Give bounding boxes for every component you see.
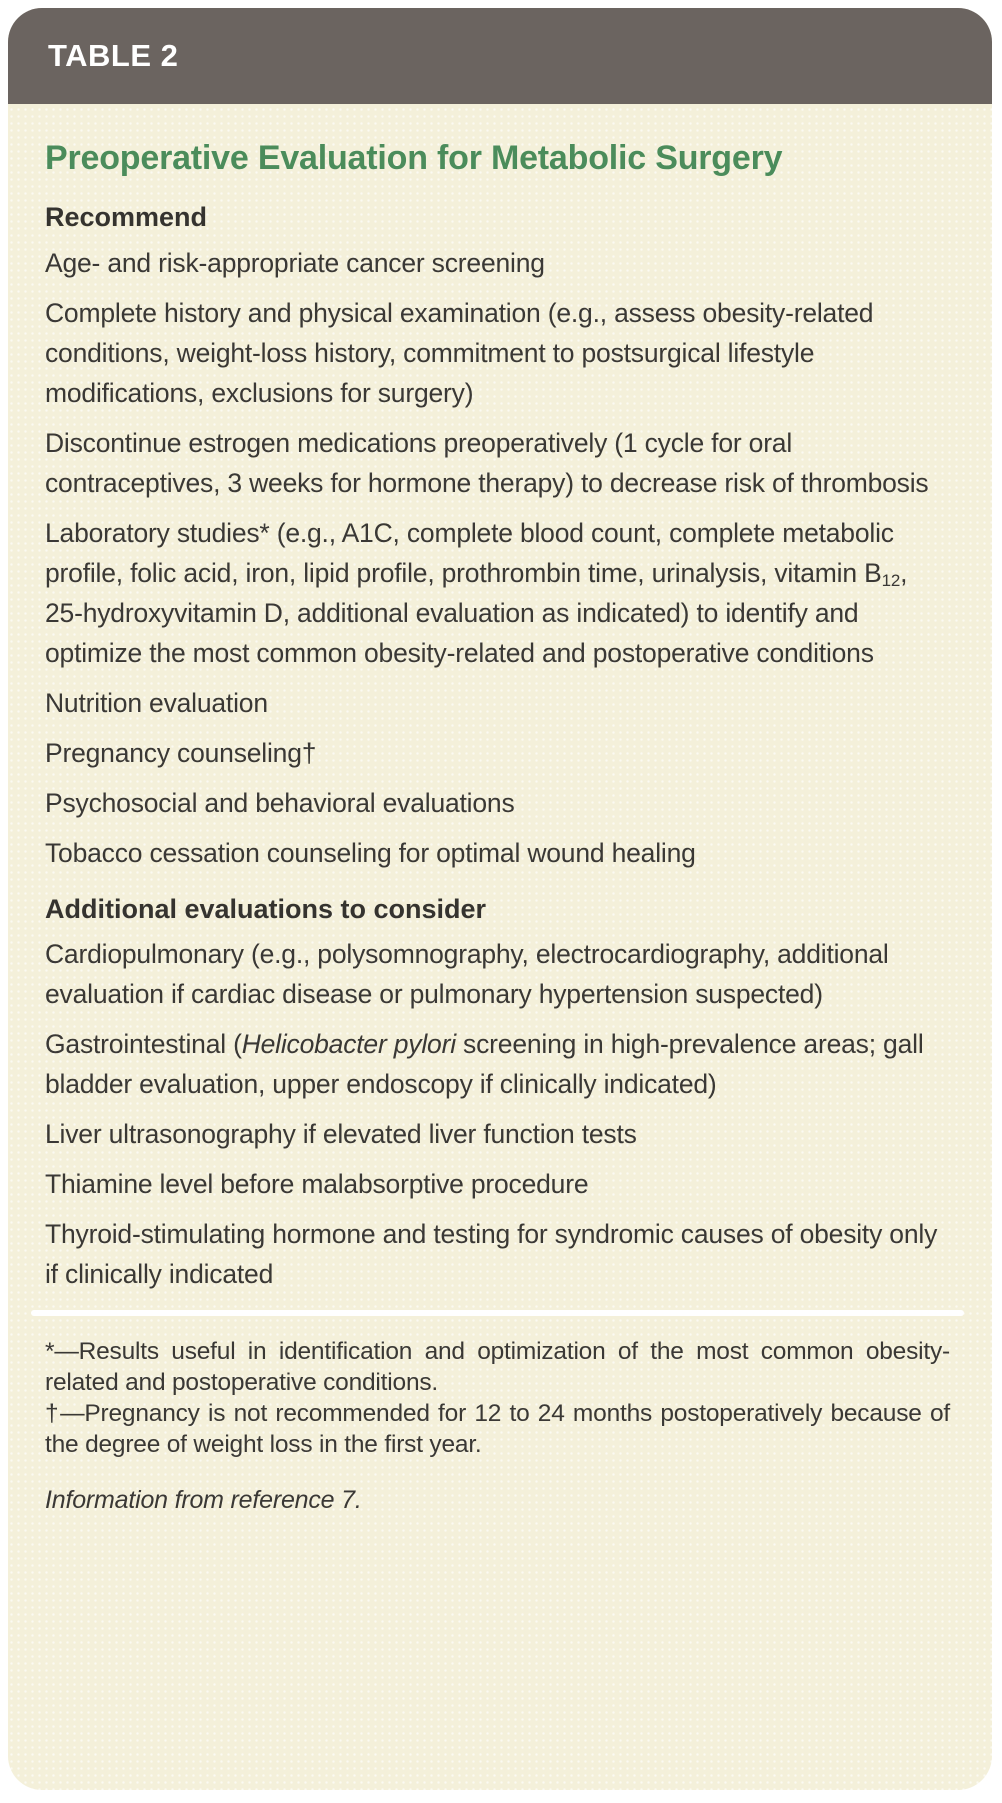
list-item-discontinue-estrogen: Discontinue estrogen medications preoperatively (1 cycle for oral contraceptives, 3 weeks for hormone therapy) to decrease risk of thrombosis bbox=[45, 427, 929, 498]
list-item-nutrition-evaluation: Nutrition evaluation bbox=[45, 687, 268, 718]
list-item-tobacco-cessation: Tobacco cessation counseling for optimal wound healing bbox=[45, 837, 696, 868]
gi-text-before-italic: Gastrointestinal ( bbox=[45, 1029, 242, 1060]
footnote-asterisk: *—Results useful in identification and optimization of the most common obesity-related and postoperative conditions. bbox=[45, 1338, 950, 1397]
list-item-pregnancy-counseling: Pregnancy counseling† bbox=[45, 737, 317, 768]
list-item-thyroid-stimulating-hormone: Thyroid-stimulating hormone and testing for syndromic causes of obesity only if clinically indicated bbox=[45, 1219, 938, 1290]
list-item-cardiopulmonary: Cardiopulmonary (e.g., polysomnography, electrocardiography, additional evaluation if cardiac disease or pulmonary hypertension suspected) bbox=[45, 939, 889, 1010]
list-item-liver-ultrasonography: Liver ultrasonography if elevated liver function tests bbox=[45, 1119, 637, 1150]
section-recommend bbox=[45, 201, 950, 873]
footnote-divider bbox=[31, 1310, 964, 1316]
vitamin-b12-subscript: 12 bbox=[881, 570, 901, 590]
lab-text-after-subscript: , 25-hydroxyvitamin D, additional evaluation as indicated) to identify and optimize the most common obesity-related and postoperative conditions bbox=[45, 557, 908, 668]
table-number-label: TABLE 2 bbox=[48, 38, 179, 73]
section-additional-evaluations bbox=[45, 893, 950, 1295]
list-item-thiamine-level: Thiamine level before malabsorptive procedure bbox=[45, 1169, 589, 1200]
lab-text-before-subscript: Laboratory studies* (e.g., A1C, complete blood count, complete metabolic profile, folic acid, iron, lipid profile, prothrombin time, urinalysis, vitamin B bbox=[45, 517, 894, 588]
source-note: Information from reference 7. bbox=[45, 1486, 362, 1515]
footnotes bbox=[45, 1336, 950, 1460]
list-item-psychosocial-evaluations: Psychosocial and behavioral evaluations bbox=[45, 787, 515, 818]
list-item-history-physical: Complete history and physical examination (e.g., assess obesity-related conditions, weight-loss history, commitment to postsurgical lifestyle modifications, exclusions for surgery) bbox=[45, 297, 874, 408]
section-heading-additional: Additional evaluations to consider bbox=[45, 893, 487, 924]
footnote-dagger: †—Pregnancy is not recommended for 12 to 24 months postoperatively because of the degree of weight loss in the first year. bbox=[45, 1400, 950, 1459]
table-title: Preoperative Evaluation for Metabolic Surgery bbox=[45, 139, 783, 177]
table-body bbox=[8, 104, 992, 1515]
list-item-laboratory-studies bbox=[45, 513, 950, 673]
helicobacter-pylori-italic: Helicobacter pylori bbox=[241, 1029, 456, 1060]
section-heading-recommend: Recommend bbox=[45, 201, 208, 232]
table-card bbox=[8, 8, 992, 1790]
list-item-gastrointestinal bbox=[45, 1024, 950, 1104]
table-header-band bbox=[8, 8, 992, 104]
gi-text-after-italic: screening in high-prevalence areas; gall bladder evaluation, upper endoscopy if clinically indicated) bbox=[45, 1029, 924, 1100]
list-item-cancer-screening: Age- and risk-appropriate cancer screening bbox=[45, 247, 545, 278]
